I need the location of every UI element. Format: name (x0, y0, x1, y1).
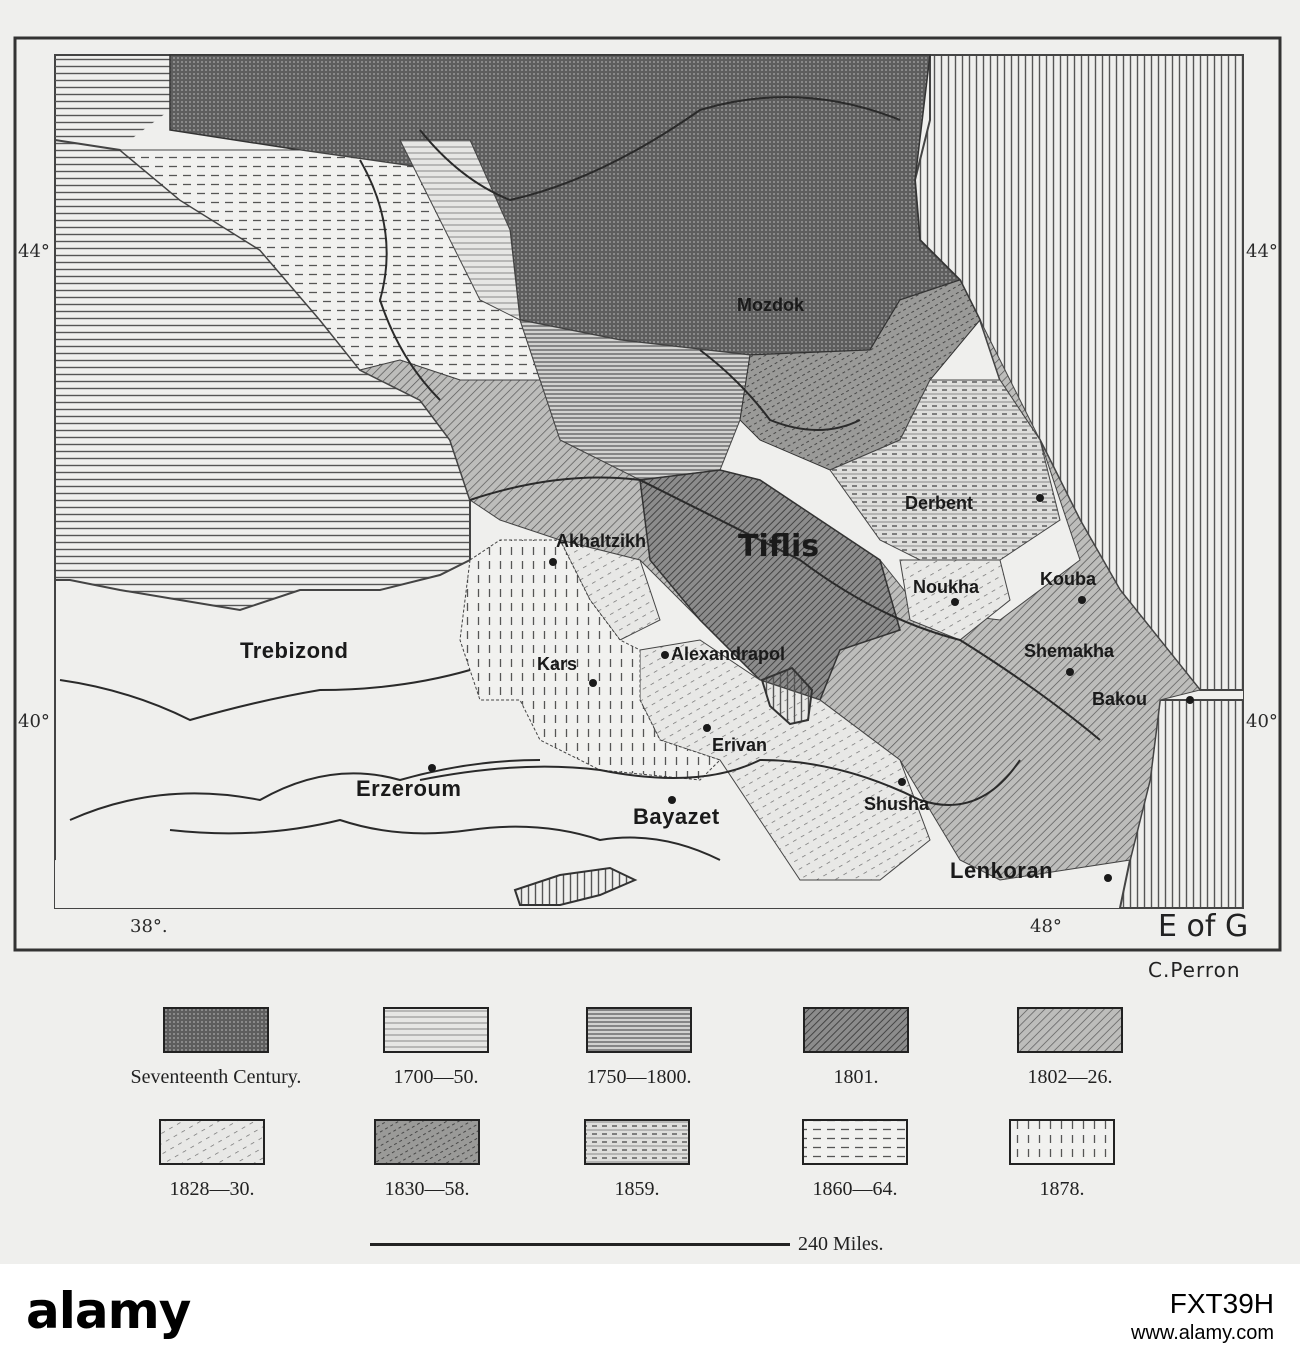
place-shusha: Shusha (864, 794, 930, 814)
place-kars: Kars (537, 654, 578, 674)
coord-lat-44-right: 44° (1246, 241, 1278, 262)
legend-item-1830-58 (312, 1120, 542, 1201)
town-dot-noukha (951, 598, 959, 606)
town-dot-alexandrapol (661, 651, 669, 659)
legend-label: 1828—30. (169, 1178, 255, 1200)
coord-lat-44-left: 44° (18, 241, 50, 262)
legend-item-1801 (741, 1008, 971, 1089)
town-dot-akhaltzikh (549, 558, 557, 566)
legend-label: Seventeenth Century. (130, 1066, 302, 1088)
place-shemakha: Shemakha (1024, 641, 1115, 661)
town-dot-erivan (703, 724, 711, 732)
legend-label: 1859. (614, 1178, 660, 1200)
legend-label: 1860—64. (812, 1178, 898, 1200)
place-bakou: Bakou (1092, 689, 1148, 709)
legend-item-1860-64 (740, 1120, 970, 1201)
image-id: FXT39H (1169, 1288, 1274, 1319)
watermark-url: www.alamy.com (1131, 1322, 1274, 1344)
legend-item-1802-26 (955, 1008, 1185, 1089)
legend-item-1750-1800 (524, 1008, 754, 1089)
legend-item-1828-30 (97, 1120, 327, 1201)
town-dot-bayazet (668, 796, 676, 804)
legend-item-seventeenth (101, 1008, 331, 1089)
coord-lat-40-left: 40° (18, 711, 50, 732)
legend-label: 1750—1800. (586, 1066, 692, 1088)
legend-label: 1700—50. (393, 1066, 479, 1088)
place-derbent: Derbent (905, 493, 974, 513)
place-tiflis: Tiflis (738, 529, 820, 564)
town-dot-derbent (1036, 494, 1044, 502)
town-dot-kouba (1078, 596, 1086, 604)
legend-label: 1801. (833, 1066, 879, 1088)
meridian-label: E of G (1158, 909, 1249, 944)
scale-bar (370, 1243, 790, 1246)
legend-item-1878 (947, 1120, 1177, 1201)
place-mozdok: Mozdok (737, 295, 804, 315)
scale-label: 240 Miles. (798, 1233, 884, 1255)
place-noukha: Noukha (913, 577, 980, 597)
legend-label: 1878. (1039, 1178, 1085, 1200)
town-dot-bakou (1186, 696, 1194, 704)
legend-label: 1802—26. (1027, 1066, 1113, 1088)
legend-label: 1830—58. (384, 1178, 470, 1200)
place-lenkoran: Lenkoran (950, 858, 1054, 883)
place-erivan: Erivan (712, 735, 768, 755)
coord-lon-48: 48° (1030, 916, 1062, 937)
place-kouba: Kouba (1040, 569, 1096, 589)
coord-lon-38: 38°. (130, 916, 168, 937)
legend-item-1859 (522, 1120, 752, 1201)
town-dot-kars (589, 679, 597, 687)
coord-lat-40-right: 40° (1246, 711, 1278, 732)
place-alexandrapol: Alexandrapol (671, 644, 786, 664)
alamy-logo: alamy (26, 1282, 191, 1340)
town-dot-shusha (898, 778, 906, 786)
place-trebizond: Trebizond (240, 638, 349, 663)
place-akhaltzikh: Akhaltzikh (556, 531, 647, 551)
watermark-bar (0, 1264, 1300, 1354)
legend-item-1700-50 (321, 1008, 551, 1089)
town-dot-lenkoran (1104, 874, 1112, 882)
place-bayazet: Bayazet (633, 804, 720, 829)
town-dot-erzeroum (428, 764, 436, 772)
town-dot-shemakha (1066, 668, 1074, 676)
place-erzeroum: Erzeroum (356, 776, 462, 801)
engraver-credit: C.Perron (1148, 958, 1241, 982)
